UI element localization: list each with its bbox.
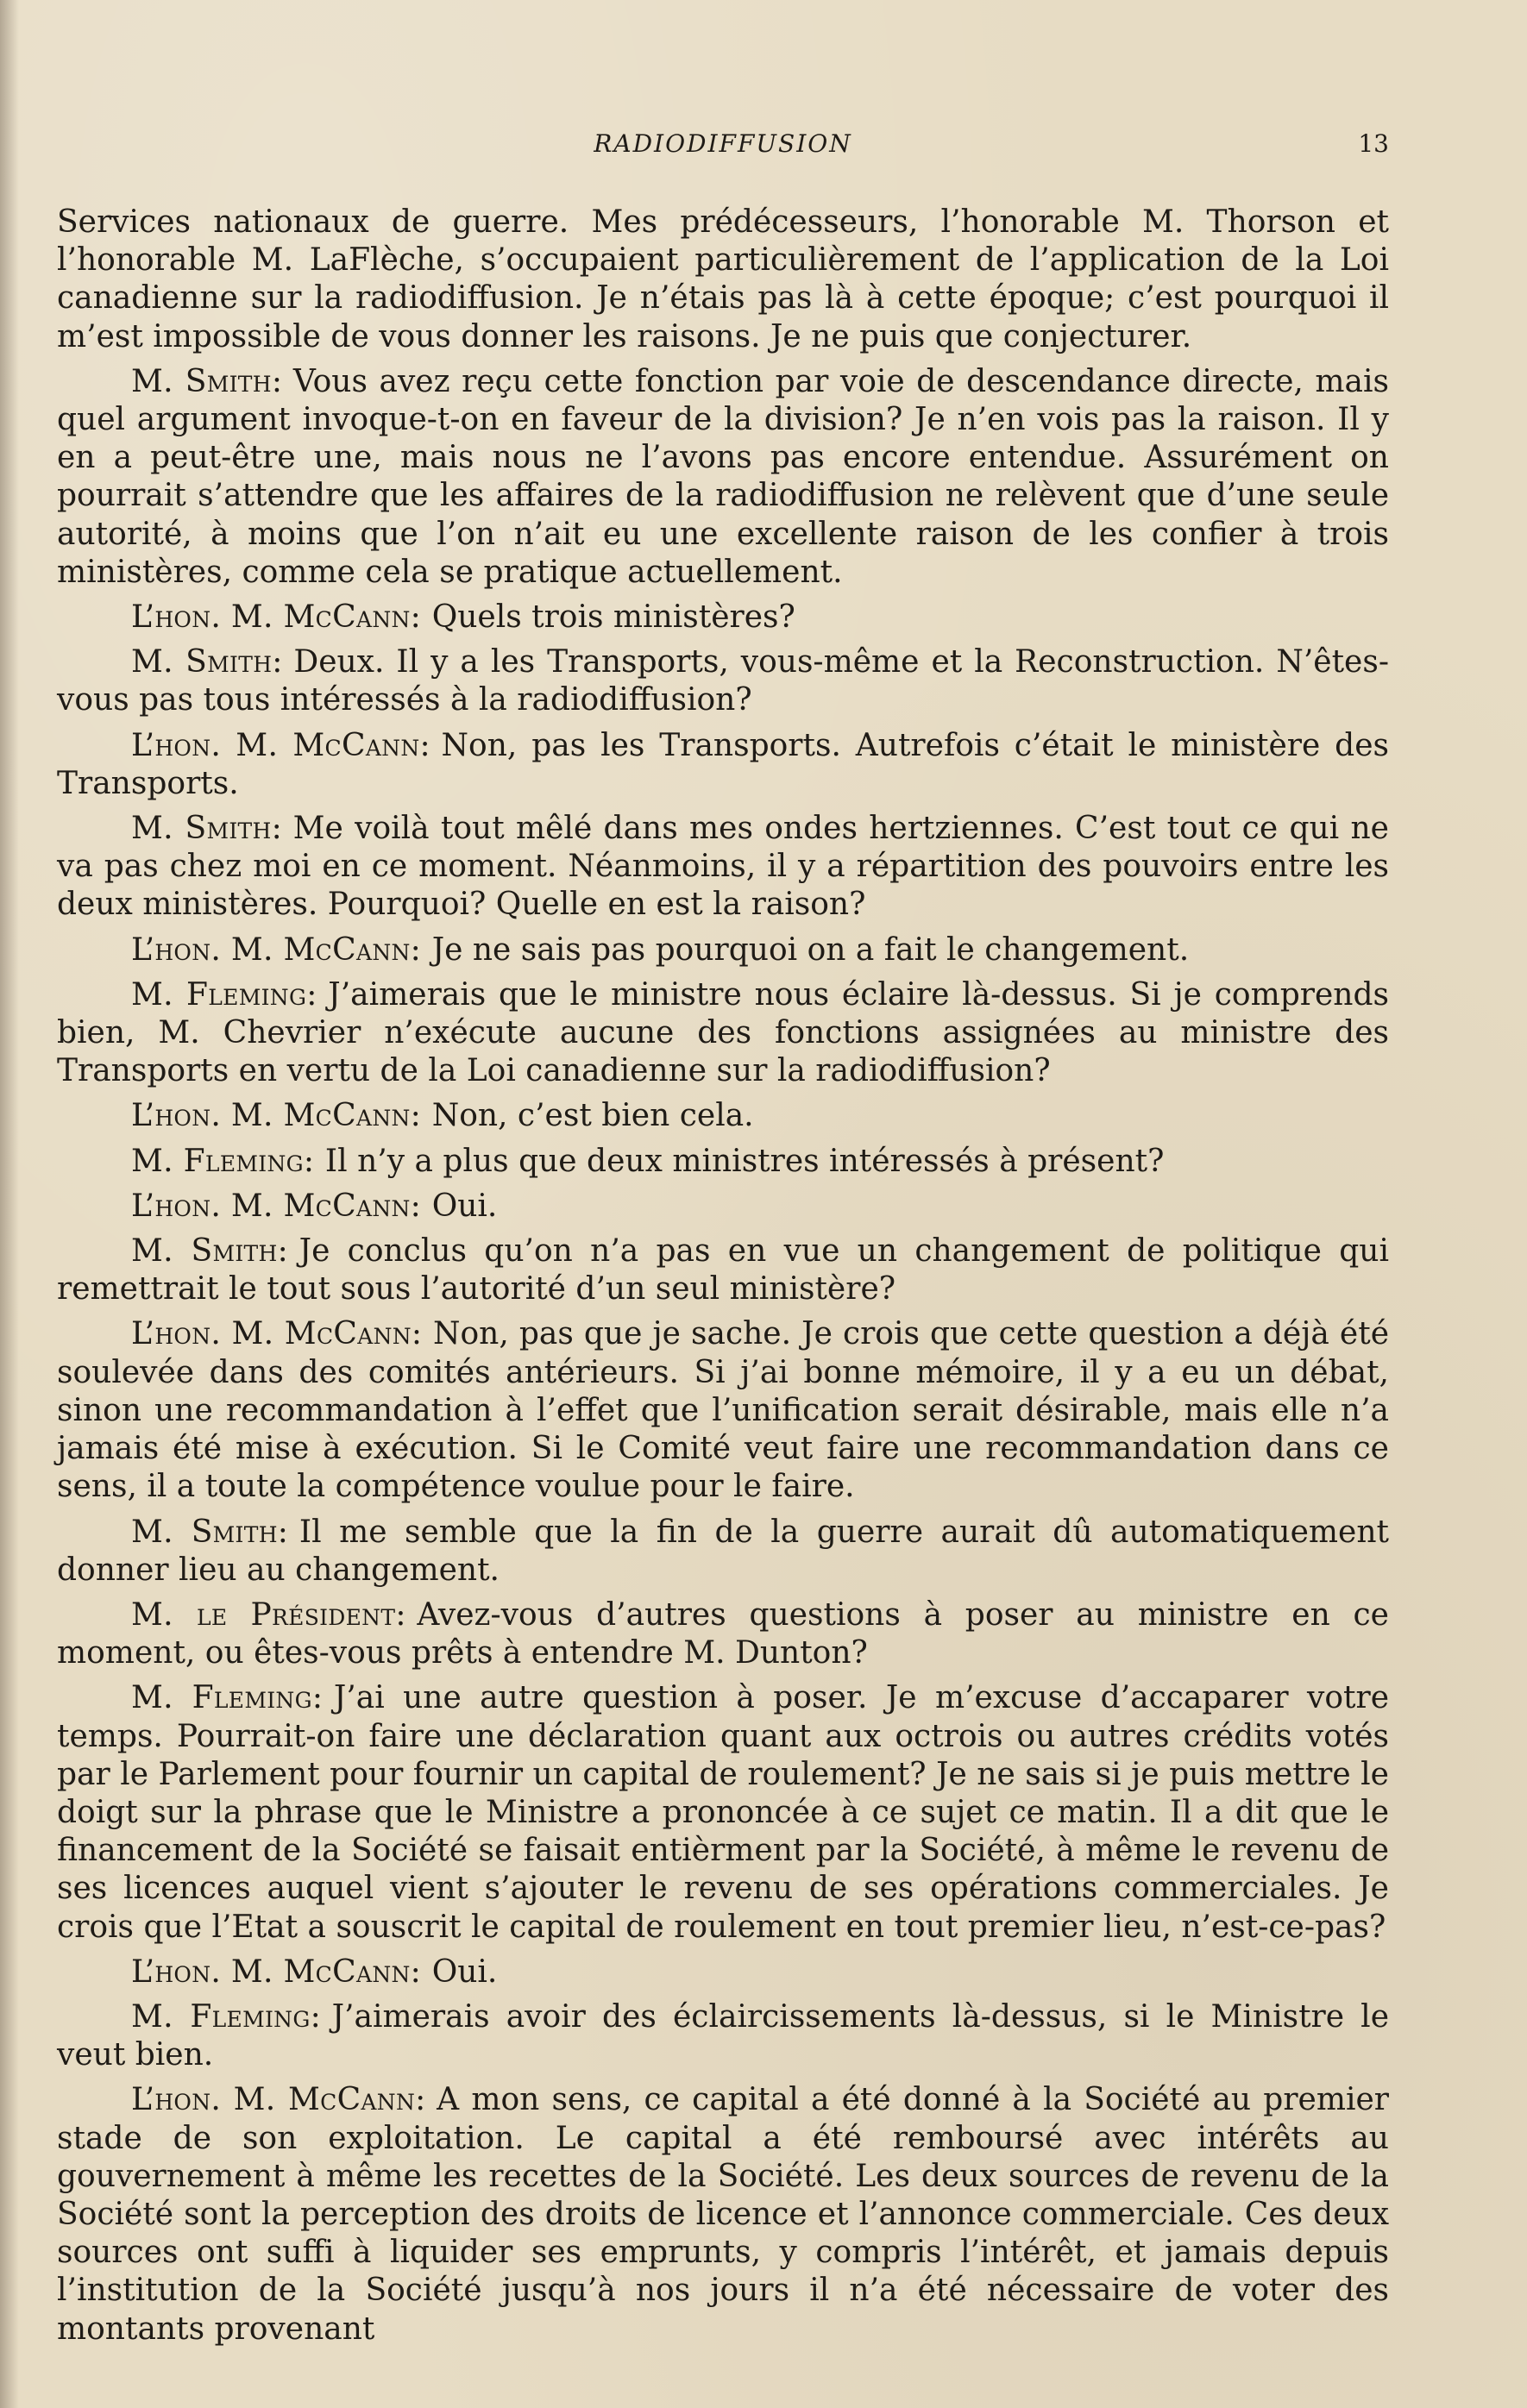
paragraph-text: Non, pas que je sache. Je crois que cette question a déjà été soulevée dans des comités antérieurs. Si j’ai bonne mémoire, il y a eu un débat, sinon une recommandation à l’effet que l’unification serait désirable, mais elle n’a jamais été mise à exécution. Si le Comité veut faire une recommandation dans ce sens, il a toute la compétence voulue pour le faire. — [57, 1316, 1390, 1505]
paragraph-text: Oui. — [431, 1188, 498, 1224]
paragraph — [57, 363, 1389, 592]
paragraph-text: Il me semble que la fin de la guerre aurait dû automatiquement donner lieu au changement. — [57, 1514, 1389, 1588]
speaker-label: M. le Président: — [131, 1596, 406, 1633]
paragraph-text: Je conclus qu’on n’a pas en vue un changement de politique qui remettrait le tout sous l’autorité d’un seul ministère? — [57, 1233, 1389, 1307]
paragraph-text: Deux. Il y a les Transports, vous-même et la Reconstruction. N’êtes-vous pas tous intéressés à la radiodiffusion? — [57, 644, 1389, 718]
paragraph — [57, 643, 1389, 719]
paragraph-text: Non, pas les Transports. Autrefois c’était le ministère des Transports. — [57, 727, 1389, 801]
paragraph-text: Services nationaux de guerre. Mes prédécesseurs, l’honorable M. Thorson et l’honorable M. LaFlèche, s’occupaient particulièrement de l’application de la Loi canadienne sur la radiodiffusion. Je n’étais pas là à cette époque; c’est pourquoi il m’est impossible de vous donner les raisons. Je ne puis que conjecturer. — [57, 204, 1389, 354]
paragraph — [57, 599, 1389, 636]
paragraph — [57, 1143, 1389, 1181]
paragraph-text: Vous avez reçu cette fonction par voie de descendance directe, mais quel argument invoque-t-on en faveur de la division? Je n’en vois pas la raison. Il y en a peut-être une, mais nous ne l’avons pas encore entendue. Assurément on pourrait s’attendre que les affaires de la radiodiffusion ne relèvent que d’une seule autorité, à moins que l’on n’ait eu une excellente raison de les confier à trois ministères, comme cela se pratique actuellement. — [57, 363, 1389, 590]
paragraph — [57, 1998, 1389, 2074]
paragraph-text: Oui. — [431, 1953, 498, 1990]
paragraph-text: Avez-vous d’autres questions à poser au ministre en ce moment, ou êtes-vous prêts à entendre M. Dunton? — [57, 1596, 1389, 1671]
speaker-label: M. Fleming: — [131, 1143, 315, 1179]
paragraph-text: Quels trois ministères? — [431, 599, 795, 636]
paragraph-text: J’aimerais avoir des éclaircissements là-dessus, si le Ministre le veut bien. — [57, 1998, 1389, 2073]
paragraph-text: A mon sens, ce capital a été donné à la Société au premier stade de son exploitation. Le capital a été remboursé avec intérêts au gouvernement à même les recettes de la Société. Les deux sources de revenu de la Société sont la perception des droits de licence et l’annonce commerciale. Ces deux sources ont suffi à liquider ses emprunts, y compris l’intérêt, et jamais depuis l’institution de la Société jusqu’à nos jours il n’a été nécessaire de voter des montants provenant — [57, 2082, 1390, 2347]
speaker-label: M. Smith: — [131, 644, 283, 680]
paragraph — [57, 1679, 1389, 1946]
page-number: 13 — [1358, 129, 1389, 158]
paragraph — [57, 1315, 1389, 1506]
running-title: RADIODIFFUSION — [594, 129, 852, 158]
paragraph — [57, 2081, 1389, 2348]
speaker-label: L’hon. M. McCann: — [131, 2082, 426, 2118]
speaker-label: M. Fleming: — [131, 1998, 322, 2035]
paragraph-text: J’ai une autre question à poser. Je m’excuse d’accaparer votre temps. Pourrait-on faire une déclaration quant aux octrois ou autres crédits votés par le Parlement pour fournir un capital de roulement? Je ne sais si je puis mettre le doigt sur la phrase que le Ministre a prononcée à ce sujet ce matin. Il a dit que le financement de la Société se faisait entièrment par la Société, à même le revenu de ses licences auquel vient s’ajouter le revenu de ses opérations commerciales. Je crois que l’Etat a souscrit le capital de roulement en tout premier lieu, n’est-ce-pas? — [57, 1680, 1390, 1945]
paragraph — [57, 810, 1389, 925]
page-content — [57, 204, 1389, 2348]
speaker-label: L’hon. M. McCann: — [131, 1188, 422, 1224]
speaker-label: M. Smith: — [131, 811, 283, 847]
speaker-label: L’hon. M. McCann: — [131, 1098, 422, 1134]
page-header — [57, 129, 1389, 179]
paragraph — [57, 1596, 1389, 1672]
paragraph-text: Non, c’est bien cela. — [431, 1098, 754, 1134]
speaker-label: L’hon. M. McCann: — [131, 1953, 422, 1990]
binding-shadow — [0, 0, 19, 2408]
paragraph-text: J’aimerais que le ministre nous éclaire là-dessus. Si je comprends bien, M. Chevrier n’exécute aucune des fonctions assignées au ministre des Transports en vertu de la Loi canadienne sur la radiodiffusion? — [57, 976, 1390, 1089]
paragraph-text: Il n’y a plus que deux ministres intéressés à présent? — [324, 1143, 1165, 1179]
paragraph — [57, 1097, 1389, 1135]
speaker-label: M. Smith: — [131, 363, 283, 399]
paragraph — [57, 727, 1389, 803]
speaker-label: M. Fleming: — [131, 1680, 324, 1716]
speaker-label: L’hon. M. McCann: — [131, 727, 430, 763]
speaker-label: M. Smith: — [131, 1514, 289, 1550]
paragraph — [57, 1514, 1389, 1590]
paragraph-text: Je ne sais pas pourquoi on a fait le changement. — [431, 931, 1190, 968]
speaker-label: L’hon. M. McCann: — [131, 1316, 423, 1352]
paragraph — [57, 1188, 1389, 1226]
speaker-label: L’hon. M. McCann: — [131, 599, 422, 636]
speaker-label: M. Smith: — [131, 1233, 289, 1270]
speaker-label: L’hon. M. McCann: — [131, 931, 422, 968]
paragraph — [57, 1232, 1389, 1308]
paragraph-text: Me voilà tout mêlé dans mes ondes hertziennes. C’est tout ce qui ne va pas chez moi en ce moment. Néanmoins, il y a répartition des pouvoirs entre les deux ministères. Pourquoi? Quelle en est la raison? — [57, 811, 1389, 923]
paragraph — [57, 976, 1389, 1091]
paragraph — [57, 931, 1389, 969]
paragraph — [57, 204, 1389, 356]
paragraph — [57, 1953, 1389, 1991]
speaker-label: M. Fleming: — [131, 976, 317, 1013]
